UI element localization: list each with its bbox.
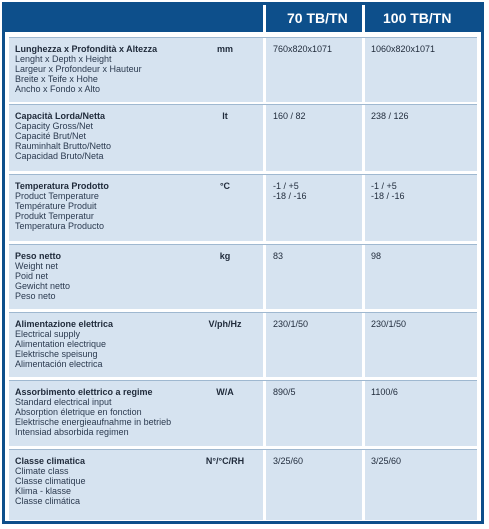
row-label-main: Temperatura Prodotto <box>15 181 109 191</box>
table-row <box>9 312 477 377</box>
row-label-translation: Alimentación electrica <box>15 359 103 369</box>
row-unit: V/ph/Hz <box>208 319 242 329</box>
value-100tbtn: 1060x820x1071 <box>371 44 436 54</box>
row-label-translation: Capacidad Bruto/Neta <box>15 151 104 161</box>
row-label-group <box>15 456 86 506</box>
value-70tbtn: 3/25/60 <box>273 456 304 466</box>
row-label-translation: Rauminhalt Brutto/Netto <box>15 141 112 151</box>
row-label-main: Assorbimento elettrico a regime <box>15 387 153 397</box>
row-label-translation: Classe climática <box>15 496 81 506</box>
row-label-translation: Capacity Gross/Net <box>15 121 94 131</box>
header-col-70tbtn <box>269 5 361 32</box>
spec-table <box>2 2 484 524</box>
column-divider <box>362 245 365 309</box>
row-label-group <box>15 387 171 437</box>
row-label-translation: Classe climatique <box>15 476 86 486</box>
column-divider <box>362 175 365 241</box>
value-100tbtn: 98 <box>371 251 382 261</box>
row-label-translation: Poid net <box>15 271 49 281</box>
row-label-translation: Alimentation electrique <box>15 339 107 349</box>
value-70tbtn: 760x820x1071 <box>273 44 333 54</box>
table-row <box>9 174 477 241</box>
column-divider <box>263 381 266 446</box>
column-divider <box>362 38 365 102</box>
value-100tbtn: -1 / +5 -18 / -16 <box>371 181 405 201</box>
row-label-main: Peso netto <box>15 251 62 261</box>
value-70tbtn: 83 <box>273 251 284 261</box>
row-label-translation: Lenght x Depth x Height <box>15 54 112 64</box>
row-label-translation: Weight net <box>15 261 58 271</box>
row-label-group <box>15 44 157 94</box>
row-label-translation: Elektrische energieaufnahme in betrieb <box>15 417 172 427</box>
row-label-translation: Intensiad absorbida regimen <box>15 427 129 437</box>
row-label-group <box>15 319 113 369</box>
column-divider <box>362 313 365 377</box>
table-header <box>5 5 481 32</box>
value-100tbtn: 3/25/60 <box>371 456 402 466</box>
row-label-main: Lunghezza x Profondità x Altezza <box>15 44 158 54</box>
row-label-translation: Standard electrical input <box>15 397 112 407</box>
row-label-translation: Produkt Temperatur <box>15 211 94 221</box>
row-label-group <box>15 251 70 301</box>
row-label-translation: Largeur x Profondeur x Hauteur <box>15 64 142 74</box>
column-divider <box>362 450 365 520</box>
value-100tbtn: 230/1/50 <box>371 319 407 329</box>
row-label-translation: Electrical supply <box>15 329 81 339</box>
row-unit: lt <box>222 111 228 121</box>
header-col-100tbtn <box>365 5 481 32</box>
row-label-main: Capacità Lorda/Netta <box>15 111 106 121</box>
header-col-100tbtn-label: 100 TB/TN <box>383 10 452 26</box>
column-divider <box>263 38 266 102</box>
table-row <box>9 380 477 446</box>
row-label-translation: Gewicht netto <box>15 281 71 291</box>
row-label-translation: Peso neto <box>15 291 56 301</box>
row-label-main: Classe climatica <box>15 456 86 466</box>
row-label-translation: Klima - klasse <box>15 486 72 496</box>
row-label-translation: Temperatura Producto <box>15 221 105 231</box>
value-100tbtn: 238 / 126 <box>371 111 409 121</box>
row-label-translation: Breite x Teife x Hohe <box>15 74 98 84</box>
row-unit: N°/°C/RH <box>205 456 245 466</box>
column-divider <box>263 450 266 520</box>
column-divider <box>362 381 365 446</box>
row-label-translation: Elektrische speisung <box>15 349 98 359</box>
row-label-group <box>15 111 111 161</box>
value-70tbtn: 160 / 82 <box>273 111 306 121</box>
row-label-group <box>15 181 109 231</box>
row-unit: W/A <box>216 387 234 397</box>
column-divider <box>263 175 266 241</box>
value-70tbtn: 890/5 <box>273 387 296 397</box>
header-col-70tbtn-label: 70 TB/TN <box>287 10 348 26</box>
table-row <box>9 104 477 171</box>
column-divider <box>263 245 266 309</box>
table-row <box>9 449 477 520</box>
column-divider <box>263 105 266 171</box>
value-70tbtn: 230/1/50 <box>273 319 309 329</box>
row-label-translation: Product Temperature <box>15 191 99 201</box>
row-label-translation: Climate class <box>15 466 69 476</box>
value-100tbtn: 1100/6 <box>371 387 398 397</box>
value-70tbtn: -1 / +5 -18 / -16 <box>273 181 307 201</box>
row-label-main: Alimentazione elettrica <box>15 319 114 329</box>
table-row <box>9 37 477 102</box>
row-unit: mm <box>216 44 233 54</box>
row-label-translation: Température Produit <box>15 201 97 211</box>
row-label-translation: Absorption életrique en fonction <box>15 407 142 417</box>
column-divider <box>362 105 365 171</box>
table-row <box>9 244 477 309</box>
row-unit: °C <box>219 181 231 191</box>
row-unit: kg <box>219 251 231 261</box>
column-divider <box>263 313 266 377</box>
header-divider <box>263 5 266 32</box>
row-label-translation: Ancho x Fondo x Alto <box>15 84 101 94</box>
row-label-translation: Capacité Brut/Net <box>15 131 87 141</box>
